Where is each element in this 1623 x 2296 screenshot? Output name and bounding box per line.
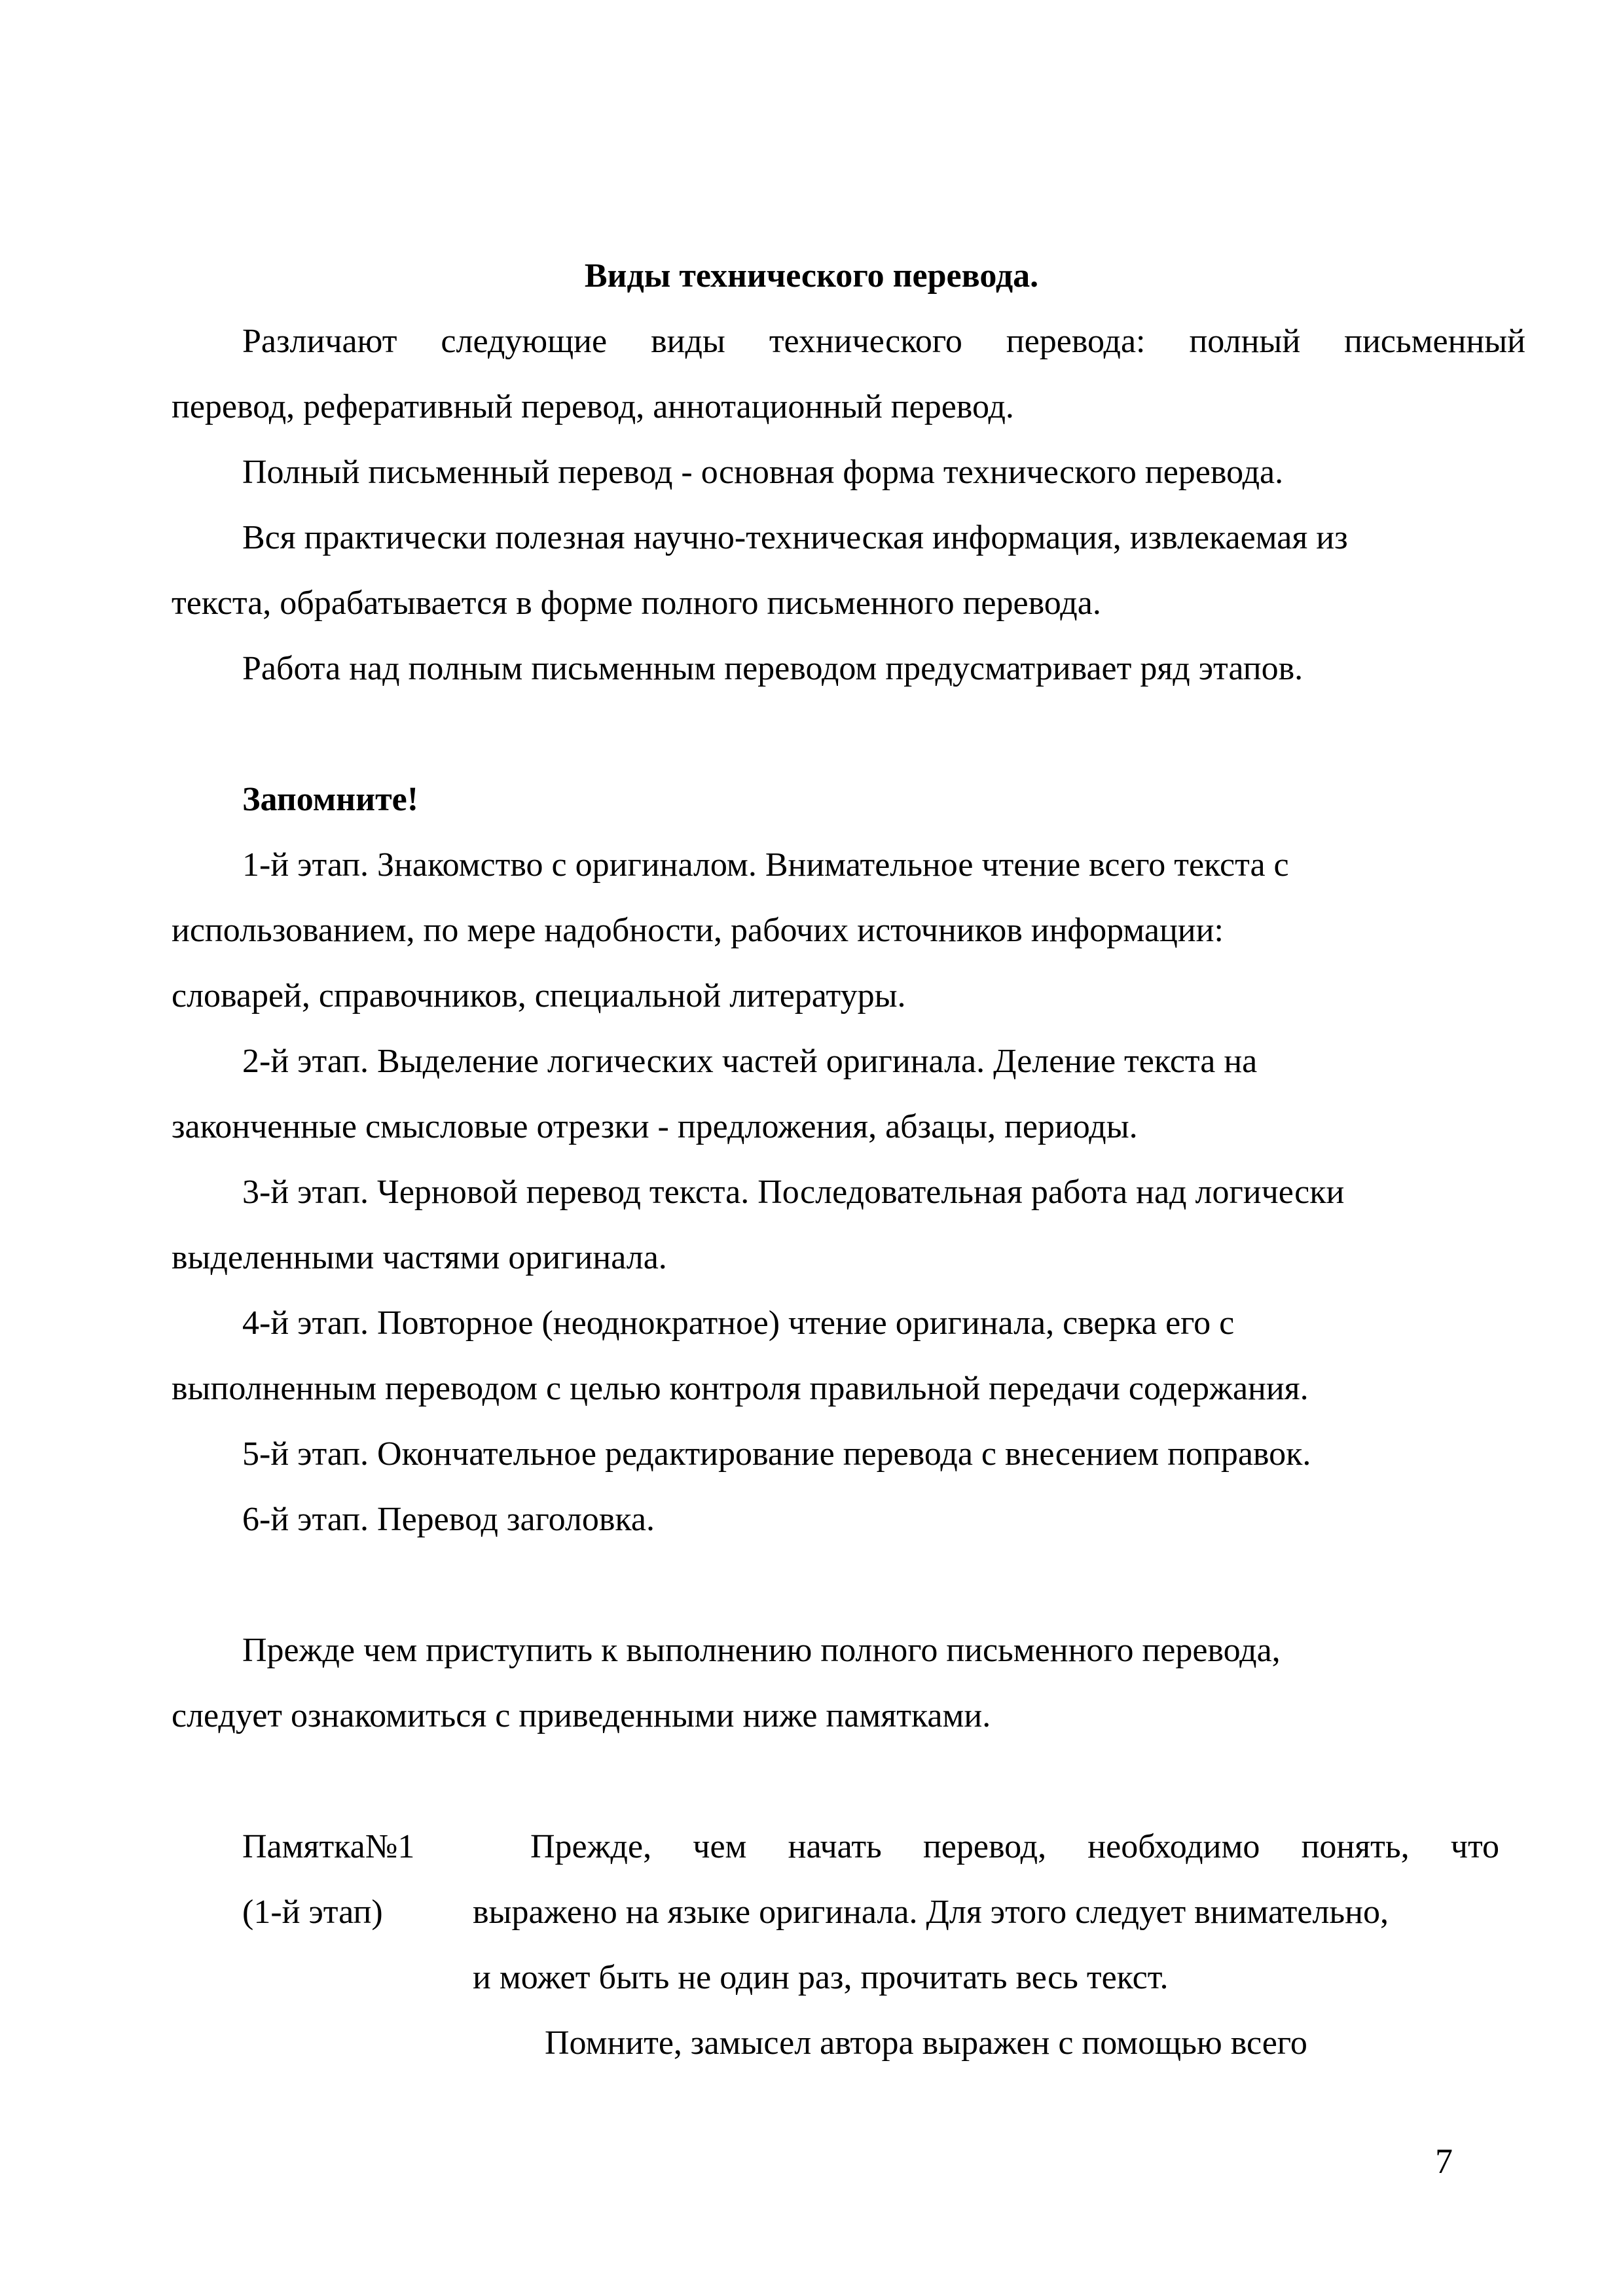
memo-label: Памятка№1 <box>242 1828 415 1865</box>
memo-stage: (1-й этап) <box>242 1893 383 1931</box>
paragraph-line: следует ознакомиться с приведенными ниже памятками. <box>172 1697 991 1734</box>
memo-line: Прежде, чем начать перевод, необходимо понять, что <box>530 1828 1499 1865</box>
stage-4-line: 4-й этап. Повторное (неоднократное) чтение оригинала, сверка его с <box>242 1304 1235 1342</box>
paragraph-line: Вся практически полезная научно-техническая информация, извлекаемая из <box>242 519 1348 556</box>
stage-3-line: выделенными частями оригинала. <box>172 1239 667 1276</box>
remember-heading: Запомните! <box>242 781 419 818</box>
stage-2-line: законченные смысловые отрезки - предложения, абзацы, периоды. <box>172 1108 1138 1145</box>
stage-1-line: использованием, по мере надобности, рабочих источников информации: <box>172 912 1224 949</box>
page-number: 7 <box>1435 2142 1453 2181</box>
stage-1-line: 1-й этап. Знакомство с оригиналом. Внимательное чтение всего текста с <box>242 846 1289 884</box>
stage-6-line: 6-й этап. Перевод заголовка. <box>242 1501 655 1538</box>
paragraph-line: Работа над полным письменным переводом предусматривает ряд этапов. <box>242 650 1304 687</box>
stage-3-line: 3-й этап. Черновой перевод текста. Последовательная работа над логически <box>242 1174 1345 1211</box>
paragraph-line: Прежде чем приступить к выполнению полного письменного перевода, <box>242 1632 1281 1669</box>
paragraph-line: перевод, реферативный перевод, аннотационный перевод. <box>172 388 1014 425</box>
paragraph-line: Полный письменный перевод - основная форма технического перевода. <box>242 454 1284 491</box>
memo-line: выражено на языке оригинала. Для этого следует внимательно, <box>473 1893 1389 1931</box>
memo-line: Помните, замысел автора выражен с помощью всего <box>545 2024 1307 2062</box>
paragraph-line: Различают следующие виды технического перевода: полный письменный <box>242 323 1525 360</box>
memo-line: и может быть не один раз, прочитать весь текст. <box>473 1959 1169 1996</box>
stage-4-line: выполненным переводом с целью контроля правильной передачи содержания. <box>172 1370 1309 1407</box>
stage-2-line: 2-й этап. Выделение логических частей оригинала. Деление текста на <box>242 1043 1258 1080</box>
page-title: Виды технического перевода. <box>584 257 1039 295</box>
stage-1-line: словарей, справочников, специальной литературы. <box>172 977 906 1014</box>
paragraph-line: текста, обрабатывается в форме полного письменного перевода. <box>172 584 1101 622</box>
stage-5-line: 5-й этап. Окончательное редактирование перевода с внесением поправок. <box>242 1435 1311 1473</box>
